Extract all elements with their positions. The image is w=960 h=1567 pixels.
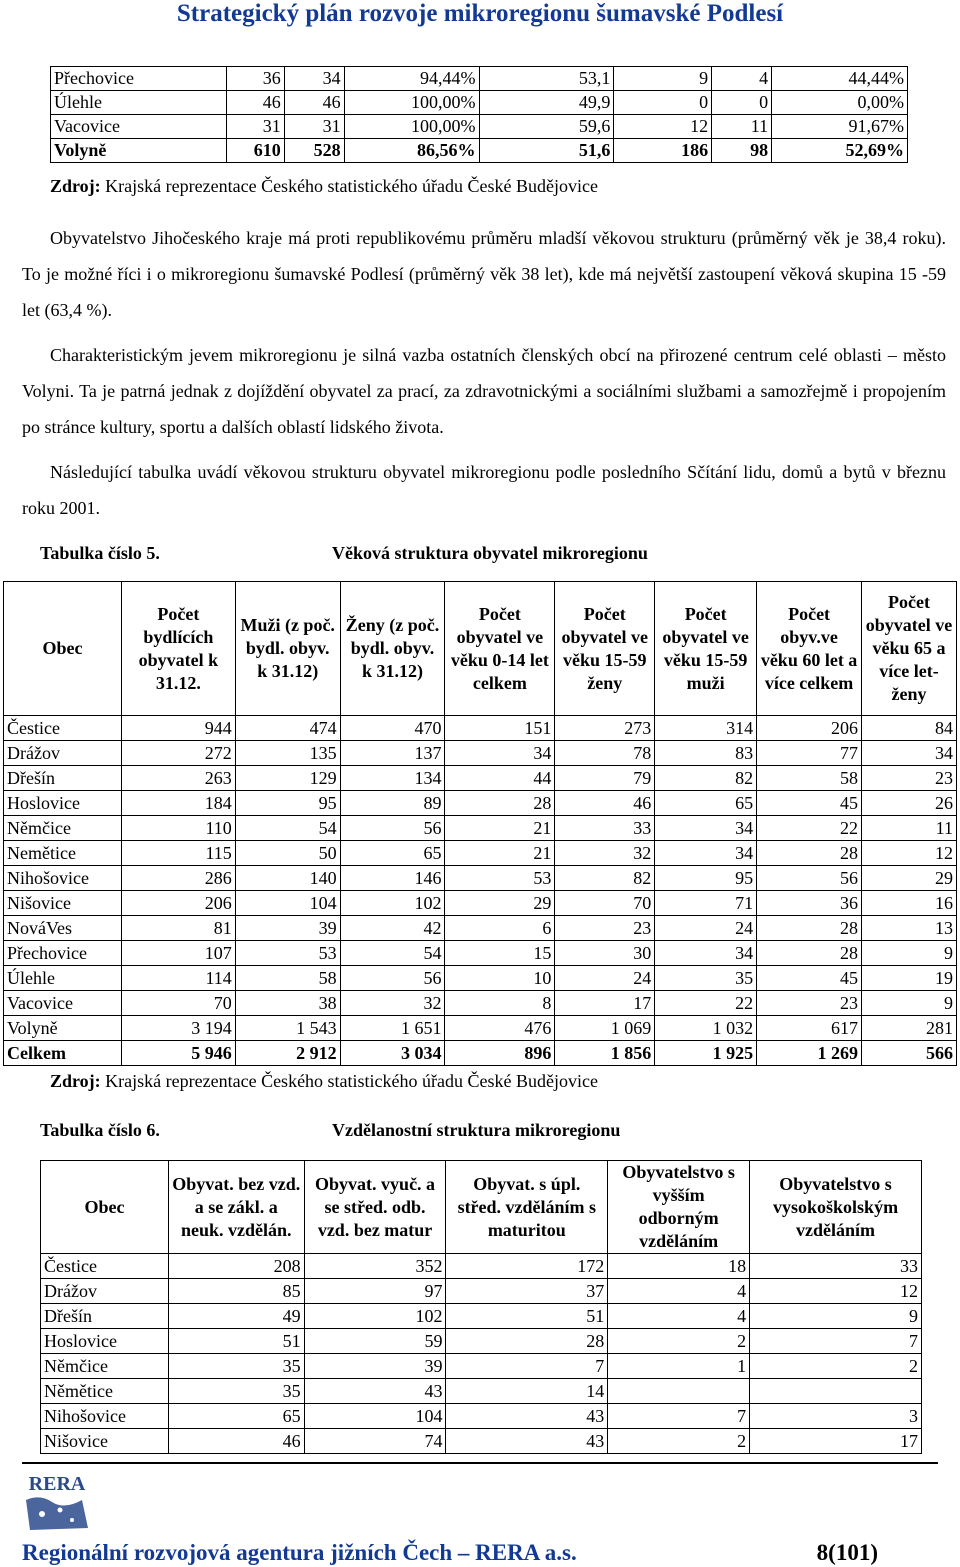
value-cell: 100,00% [344,115,479,139]
value-cell: 6 [445,916,555,941]
value-cell: 34 [655,816,757,841]
value-cell: 82 [555,866,655,891]
column-header: Obyvatelstvo s vysokoškolským vzděláním [750,1161,922,1254]
value-cell: 1 032 [655,1016,757,1041]
value-cell: 52,69% [772,139,908,163]
value-cell: 32 [340,991,445,1016]
column-header: Počet bydlících obyvatel k 31.12. [121,582,235,716]
total-value-cell: 566 [862,1041,957,1066]
value-cell: 34 [655,941,757,966]
value-cell: 24 [555,966,655,991]
value-cell: 31 [284,115,344,139]
value-cell: 39 [235,916,340,941]
total-row [4,1041,957,1066]
column-header: Počet obyvatel ve věku 15-59 ženy [555,582,655,716]
value-cell: 9 [862,941,957,966]
value-cell: 51 [446,1304,608,1329]
municipality-cell: Nišovice [41,1429,169,1454]
value-cell: 470 [340,716,445,741]
value-cell: 50 [235,841,340,866]
table5-heading: Věková struktura obyvatel mikroregionu [332,543,648,563]
value-cell: 476 [445,1016,555,1041]
table-row [4,766,957,791]
value-cell: 31 [226,115,284,139]
value-cell: 83 [655,741,757,766]
value-cell: 98 [712,139,772,163]
value-cell: 10 [445,966,555,991]
value-cell: 37 [446,1279,608,1304]
value-cell: 51 [168,1329,304,1354]
source-label: Zdroj: [50,1071,101,1091]
municipality-cell: Vacovice [4,991,122,1016]
total-label-cell: Celkem [4,1041,122,1066]
value-cell: 51,6 [479,139,614,163]
value-cell: 12 [750,1279,922,1304]
page-number: 8(101) [816,1540,878,1565]
value-cell: 45 [757,966,862,991]
value-cell: 100,00% [344,91,479,115]
top-data-table [50,66,908,163]
value-cell: 1 543 [235,1016,340,1041]
column-header: Ženy (z poč. bydl. obyv. k 31.12) [340,582,445,716]
value-cell: 17 [555,991,655,1016]
value-cell: 18 [608,1254,750,1279]
total-value-cell: 2 912 [235,1041,340,1066]
value-cell: 0 [614,91,712,115]
footer-divider [22,1462,938,1464]
value-cell: 22 [655,991,757,1016]
table-row [51,67,908,91]
total-value-cell: 896 [445,1041,555,1066]
source-label: Zdroj: [50,176,101,196]
column-header: Obec [41,1161,169,1254]
table-row [51,139,908,163]
value-cell: 36 [757,891,862,916]
logo-text: RERA [28,1473,86,1495]
value-cell: 65 [340,841,445,866]
table-row [41,1329,922,1354]
value-cell: 81 [121,916,235,941]
value-cell: 28 [757,841,862,866]
table-row [41,1379,922,1404]
municipality-cell: NováVes [4,916,122,941]
municipality-cell: Vacovice [51,115,227,139]
value-cell: 70 [555,891,655,916]
value-cell: 7 [750,1329,922,1354]
table6-caption: Tabulka číslo 6. [40,1120,160,1140]
value-cell: 23 [555,916,655,941]
value-cell: 146 [340,866,445,891]
value-cell: 208 [168,1254,304,1279]
value-cell: 49,9 [479,91,614,115]
value-cell: 79 [555,766,655,791]
value-cell: 26 [862,791,957,816]
value-cell: 36 [226,67,284,91]
municipality-cell: Němčice [4,816,122,841]
table-header-row [4,582,957,716]
value-cell: 263 [121,766,235,791]
value-cell: 1 069 [555,1016,655,1041]
value-cell: 12 [862,841,957,866]
municipality-cell: Drážov [4,741,122,766]
value-cell: 1 [608,1354,750,1379]
value-cell: 43 [304,1379,446,1404]
value-cell: 24 [655,916,757,941]
value-cell: 352 [304,1254,446,1279]
value-cell: 56 [340,966,445,991]
column-header: Obyvat. s úpl. střed. vzděláním s maturitou [446,1161,608,1254]
footer [22,1540,878,1566]
municipality-cell: Němčice [41,1354,169,1379]
municipality-cell: Čestice [41,1254,169,1279]
table-row [41,1404,922,1429]
table-row [4,866,957,891]
table-row [41,1354,922,1379]
value-cell: 15 [445,941,555,966]
value-cell: 1 651 [340,1016,445,1041]
value-cell: 42 [340,916,445,941]
footer-organisation: Regionální rozvojová agentura jižních Čech – RERA a.s. [22,1540,577,1565]
value-cell: 56 [757,866,862,891]
value-cell: 9 [862,991,957,1016]
value-cell: 129 [235,766,340,791]
value-cell: 54 [340,941,445,966]
value-cell: 33 [555,816,655,841]
value-cell: 114 [121,966,235,991]
value-cell: 186 [614,139,712,163]
value-cell: 56 [340,816,445,841]
value-cell: 0,00% [772,91,908,115]
value-cell: 610 [226,139,284,163]
value-cell: 135 [235,741,340,766]
municipality-cell: Přechovice [51,67,227,91]
total-value-cell: 5 946 [121,1041,235,1066]
source-text: Krajská reprezentace Českého statistického úřadu České Budějovice [100,176,598,196]
paragraph-3: Následující tabulka uvádí věkovou strukturu obyvatel mikroregionu podle posledního Sčítání lidu, domů a bytů v březnu roku 2001. [22,462,946,518]
value-cell: 44,44% [772,67,908,91]
value-cell: 273 [555,716,655,741]
value-cell: 944 [121,716,235,741]
value-cell: 71 [655,891,757,916]
value-cell: 29 [862,866,957,891]
value-cell: 23 [757,991,862,1016]
column-header: Počet obyvatel ve věku 65 a více let- ženy [862,582,957,716]
municipality-cell: Nihošovice [4,866,122,891]
value-cell: 4 [712,67,772,91]
value-cell: 281 [862,1016,957,1041]
value-cell: 59 [304,1329,446,1354]
value-cell: 104 [235,891,340,916]
value-cell: 21 [445,841,555,866]
value-cell: 34 [655,841,757,866]
value-cell: 58 [757,766,862,791]
value-cell: 9 [750,1304,922,1329]
value-cell: 43 [446,1429,608,1454]
value-cell: 21 [445,816,555,841]
value-cell: 4 [608,1279,750,1304]
value-cell: 7 [446,1354,608,1379]
value-cell: 34 [284,67,344,91]
column-header: Obyvat. bez vzd. a se zákl. a neuk. vzdělán. [168,1161,304,1254]
value-cell: 32 [555,841,655,866]
total-value-cell: 1 856 [555,1041,655,1066]
value-cell: 102 [304,1304,446,1329]
value-cell: 2 [608,1429,750,1454]
value-cell: 39 [304,1354,446,1379]
value-cell [750,1379,922,1404]
page-title: Strategický plán rozvoje mikroregionu šumavské Podlesí [176,0,784,27]
value-cell: 22 [757,816,862,841]
total-value-cell: 1 925 [655,1041,757,1066]
value-cell: 272 [121,741,235,766]
source-note-2 [50,1071,598,1092]
paragraph-2: Charakteristickým jevem mikroregionu je silná vazba ostatních členských obcí na přirozené centrum celé oblasti – město Volyni. Ta je patrná jednak z dojíždění obyvatel za prací, za zdravotnickými a sociálními službami a samozřejmě i propojením po stránce kultury, sportu a dalších oblastí lidského života. [22,345,946,437]
value-cell: 70 [121,991,235,1016]
value-cell: 30 [555,941,655,966]
value-cell: 115 [121,841,235,866]
value-cell: 0 [712,91,772,115]
value-cell: 140 [235,866,340,891]
value-cell: 97 [304,1279,446,1304]
value-cell: 35 [655,966,757,991]
municipality-cell: Volyně [51,139,227,163]
value-cell: 4 [608,1304,750,1329]
value-cell: 528 [284,139,344,163]
table-header-row [41,1161,922,1254]
value-cell: 3 194 [121,1016,235,1041]
table-row [41,1304,922,1329]
table-row [41,1279,922,1304]
column-header: Počet obyv.ve věku 60 let a více celkem [757,582,862,716]
municipality-cell: Hoslovice [41,1329,169,1354]
value-cell: 11 [712,115,772,139]
value-cell: 28 [757,916,862,941]
value-cell: 86,56% [344,139,479,163]
total-value-cell: 1 269 [757,1041,862,1066]
municipality-cell: Úlehle [4,966,122,991]
municipality-cell: Dřešín [4,766,122,791]
value-cell: 23 [862,766,957,791]
value-cell: 53 [445,866,555,891]
table-row [4,966,957,991]
value-cell: 16 [862,891,957,916]
source-note-1 [50,176,598,197]
column-header: Počet obyvatel ve věku 0-14 let celkem [445,582,555,716]
value-cell: 34 [862,741,957,766]
value-cell: 314 [655,716,757,741]
value-cell: 82 [655,766,757,791]
value-cell: 107 [121,941,235,966]
table6-heading: Vzdělanostní struktura mikroregionu [332,1120,621,1140]
table-row [4,716,957,741]
column-header: Obec [4,582,122,716]
value-cell: 12 [614,115,712,139]
value-cell: 49 [168,1304,304,1329]
value-cell: 46 [284,91,344,115]
value-cell: 9 [614,67,712,91]
value-cell: 74 [304,1429,446,1454]
value-cell: 91,67% [772,115,908,139]
value-cell: 8 [445,991,555,1016]
value-cell: 65 [168,1404,304,1429]
value-cell: 94,44% [344,67,479,91]
value-cell: 206 [757,716,862,741]
value-cell: 35 [168,1379,304,1404]
value-cell: 59,6 [479,115,614,139]
value-cell: 104 [304,1404,446,1429]
column-header: Obyvat. vyuč. a se střed. odb. vzd. bez matur [304,1161,446,1254]
value-cell: 3 [750,1404,922,1429]
value-cell: 102 [340,891,445,916]
value-cell: 95 [655,866,757,891]
municipality-cell: Drážov [41,1279,169,1304]
value-cell: 54 [235,816,340,841]
value-cell: 28 [446,1329,608,1354]
value-cell: 46 [226,91,284,115]
education-structure-table [40,1160,922,1454]
municipality-cell: Čestice [4,716,122,741]
source-text: Krajská reprezentace Českého statistického úřadu České Budějovice [100,1071,598,1091]
value-cell: 53,1 [479,67,614,91]
value-cell: 95 [235,791,340,816]
table-row [4,741,957,766]
value-cell: 206 [121,891,235,916]
value-cell: 38 [235,991,340,1016]
value-cell: 89 [340,791,445,816]
value-cell: 13 [862,916,957,941]
rera-logo [22,1470,92,1534]
municipality-cell: Němětice [41,1379,169,1404]
value-cell: 46 [555,791,655,816]
total-value-cell: 3 034 [340,1041,445,1066]
value-cell: 617 [757,1016,862,1041]
column-header: Počet obyvatel ve věku 15-59 muži [655,582,757,716]
value-cell: 34 [445,741,555,766]
value-cell: 28 [445,791,555,816]
value-cell: 33 [750,1254,922,1279]
value-cell: 184 [121,791,235,816]
paragraph-1: Obyvatelstvo Jihočeského kraje má proti republikovému průměru mladší věkovou strukturu (průměrný věk je 38,4 roku). To je možné říci i o mikroregionu šumavské Podlesí (průměrný věk 38 let), kde má největší zastoupení věková skupina 15 -59 let (63,4 %). [22,228,946,320]
value-cell: 28 [757,941,862,966]
value-cell: 137 [340,741,445,766]
value-cell: 78 [555,741,655,766]
value-cell: 43 [446,1404,608,1429]
table-row [4,1016,957,1041]
value-cell: 7 [608,1404,750,1429]
municipality-cell: Hoslovice [4,791,122,816]
table-row [41,1254,922,1279]
value-cell: 58 [235,966,340,991]
municipality-cell: Nišovice [4,891,122,916]
value-cell: 84 [862,716,957,741]
value-cell: 110 [121,816,235,841]
table-row [51,115,908,139]
value-cell: 77 [757,741,862,766]
value-cell: 2 [608,1329,750,1354]
column-header: Obyvatelstvo s vyšším odborným vzděláním [608,1161,750,1254]
value-cell: 53 [235,941,340,966]
value-cell: 17 [750,1429,922,1454]
value-cell: 29 [445,891,555,916]
table-row [4,916,957,941]
value-cell: 2 [750,1354,922,1379]
table-row [4,991,957,1016]
column-header: Muži (z poč. bydl. obyv. k 31.12) [235,582,340,716]
value-cell: 46 [168,1429,304,1454]
municipality-cell: Nihošovice [41,1404,169,1429]
value-cell [608,1379,750,1404]
table-row [4,841,957,866]
value-cell: 45 [757,791,862,816]
municipality-cell: Úlehle [51,91,227,115]
value-cell: 172 [446,1254,608,1279]
value-cell: 44 [445,766,555,791]
municipality-cell: Dřešín [41,1304,169,1329]
municipality-cell: Nemětice [4,841,122,866]
municipality-cell: Volyně [4,1016,122,1041]
value-cell: 65 [655,791,757,816]
value-cell: 474 [235,716,340,741]
value-cell: 286 [121,866,235,891]
value-cell: 19 [862,966,957,991]
table-row [41,1429,922,1454]
value-cell: 11 [862,816,957,841]
table-row [51,91,908,115]
value-cell: 134 [340,766,445,791]
value-cell: 14 [446,1379,608,1404]
value-cell: 85 [168,1279,304,1304]
table-row [4,891,957,916]
table5-caption: Tabulka číslo 5. [40,543,160,563]
value-cell: 35 [168,1354,304,1379]
table-row [4,816,957,841]
table-row [4,941,957,966]
age-structure-table [3,581,957,1066]
municipality-cell: Přechovice [4,941,122,966]
value-cell: 151 [445,716,555,741]
table-row [4,791,957,816]
